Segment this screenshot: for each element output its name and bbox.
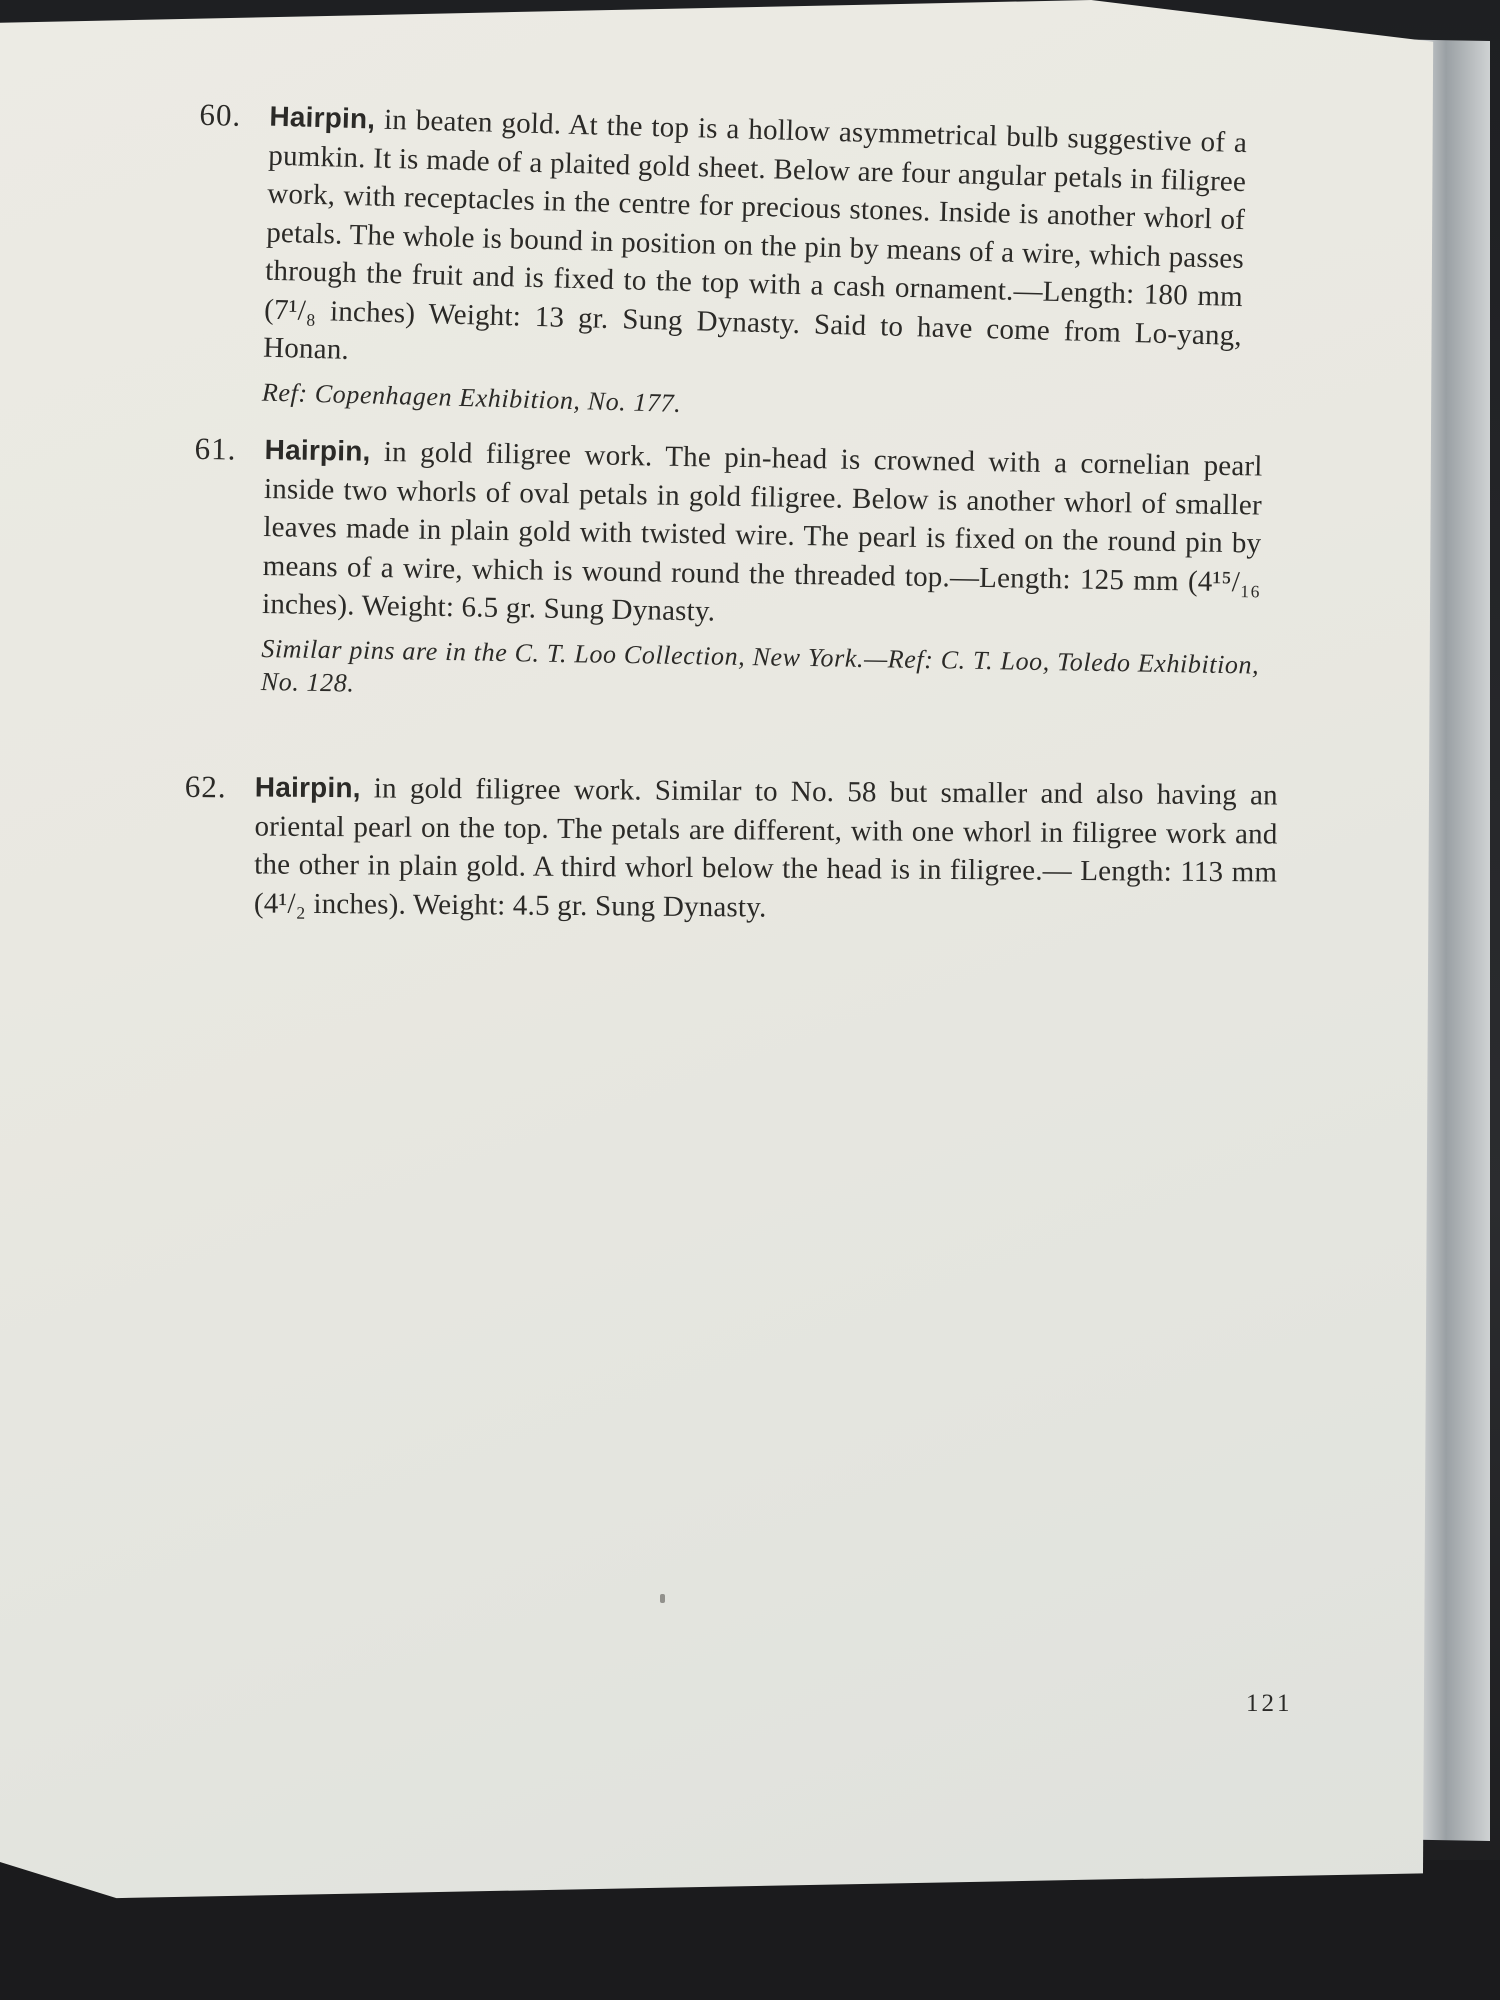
- entry-reference: Ref: Copenhagen Exhibition, No. 177.: [261, 377, 682, 418]
- paper-speck: [660, 1594, 665, 1603]
- entry-description: [194, 430, 1263, 640]
- entry-number: 60.: [199, 96, 242, 133]
- catalogue-entry-61: [194, 430, 1263, 714]
- entry-description: [201, 96, 1248, 394]
- entry-text: in beaten gold. At the top is a hollow asymmetrical bulb suggestive of a pumkin. It is made of a plaited gold sheet. Below are four angular petals in filigree work, with receptacles in the centre for precious stones. Inside is another whorl of petals. The whole is bound in position on the pin by means of a wire, which passes through the fruit and is fixed to the top with a cash ornament.—Length: 180 mm (7¹/₈ inches) Weight: 13 gr. Sung Dynasty. Said to have come from Lo-yang, Honan.: [262, 103, 1248, 366]
- page-number: 121: [1246, 1690, 1293, 1717]
- entry-description: [184, 768, 1278, 931]
- entry-text: in gold filigree work. Similar to No. 58 but smaller and also having an oriental pearl on the top. The petals are different, with one whorl in filigree work and the other in plain gold. A third whorl below the head is in filigree.— Length: 113 mm (4¹/₂ inches). Weight: 4.5 gr. Sung Dynasty.: [253, 772, 1278, 924]
- entry-number: 62.: [184, 768, 227, 805]
- entry-title: Hairpin,: [254, 771, 361, 804]
- entry-title: Hairpin,: [264, 434, 371, 467]
- entry-number: 61.: [194, 430, 237, 467]
- entry-title: Hairpin,: [269, 100, 376, 135]
- entry-text: in gold filigree work. The pin-head is crowned with a cornelian pearl inside two whorls of oval petals in gold filigree. Below is another whorl of smaller leaves made in plain gold with twisted wire. The pearl is fixed on the round pin by means of a wire, which is wound round the threaded top.—Length: 125 mm (4¹⁵/₁₆ inches). Weight: 6.5 gr. Sung Dynasty.: [261, 435, 1263, 628]
- catalogue-entry-62: [184, 768, 1278, 931]
- entry-reference: Similar pins are in the C. T. Loo Collection, New York.—Ref: C. T. Loo, Toledo Exhibition, No. 128.: [260, 633, 1260, 698]
- catalogue-entry-60: [200, 96, 1248, 435]
